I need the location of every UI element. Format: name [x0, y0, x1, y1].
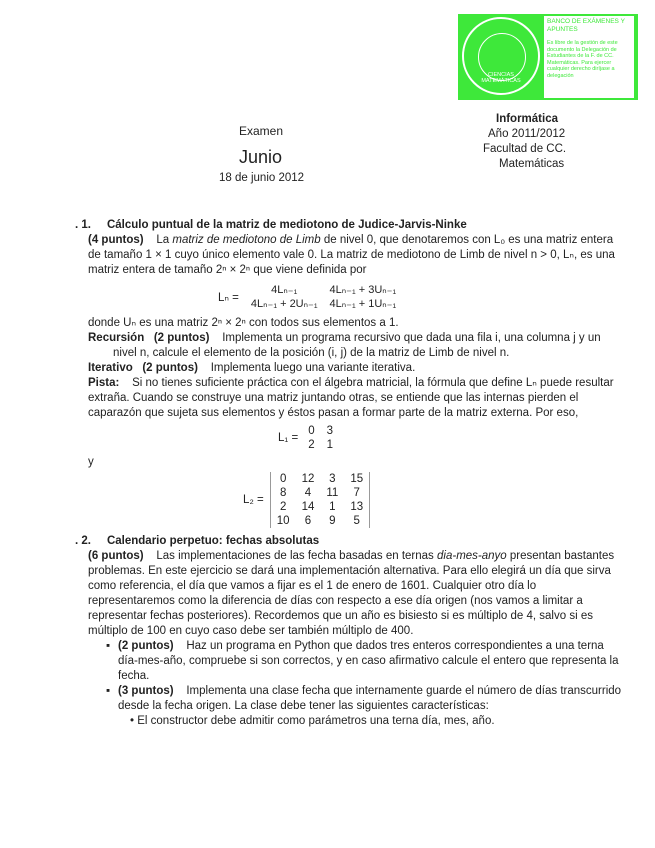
l1-lhs: L₁ =: [278, 432, 299, 444]
session: Junio: [239, 147, 283, 167]
exam-label: Examen: [239, 124, 284, 138]
q1-iterative: Iterativo (2 puntos) Implementa luego una variante iterativa.: [88, 362, 416, 374]
q2-item-2: ▪ (3 puntos) Implementa una clase fecha que internamente guarde el número de días transcurrido desde la fecha origen. La clase debe tener las siguientes características:: [106, 685, 622, 712]
l2-lhs: L₂ =: [243, 494, 264, 506]
l2-matrix: 0 12 3 15 8 4 11 7 2 14 1 13 10 6 9 5: [270, 472, 370, 528]
exam-date: 18 de junio 2012: [219, 172, 305, 184]
l1-row: [88, 424, 625, 452]
q2-item-1: ▪ (2 puntos) Haz un programa en Python que dados tres enteros correspondientes a una terna día-mes-año, compruebe si son correctos, y en caso afirmativo calcule el entero que representa la fecha.: [106, 640, 619, 682]
seal-icon: CIENCIAS MATEMÁTICAS: [462, 17, 540, 95]
year: Año 2011/2012: [488, 128, 566, 140]
stamp-logo: [458, 14, 638, 100]
q1-intro: (4 puntos) La matriz de mediotono de Limb de nivel 0, que denotaremos con L₀ es una matriz entera de tamaño 1 × 1 cuyo único elemento vale 0. La matriz de mediotono de Limb de nivel n > 0, Lₙ, es una matriz entera de tamaño 2ⁿ × 2ⁿ que viene definida por: [88, 234, 615, 276]
q2-intro: (6 puntos) Las implementaciones de las fecha basadas en ternas dia-mes-anyo presentan bastantes problemas. En este ejercicio se dará una implementación alternativa. Para ello elegirá un día que sirva como referencia, el día que vamos a fijar es el 1 de enero de 1601. Cualquier otro día lo representaremos como la diferencia de días con respecto a ese día origen (nos vamos a limitar a representar fechas posteriores). Recordemos que un año es bisiesto si es múltiplo de 4, salvo si es múltiplo de 100 en cuyo caso debe ser también múltiplo de 400.: [88, 550, 615, 637]
q2-heading: . 2. Calendario perpetuo: fechas absolutas: [75, 535, 320, 547]
exam-body: [75, 218, 625, 729]
q1-heading: . 1. Cálculo puntual de la matriz de mediotono de Judice-Jarvis-Ninke: [75, 219, 467, 231]
faculty: Facultad de CC.: [483, 143, 567, 155]
faculty-2: Matemáticas: [499, 158, 565, 170]
q1-hint: Pista: Si no tienes suficiente práctica con el álgebra matricial, la fórmula que define Lₙ puede resultar extraña. Cuando se construye una matriz juntando otras, se entiende que las internas pierden el caparazón que sujeta sus elementos y éstos pasan a formar parte de la matriz externa. Por eso,: [88, 377, 614, 419]
q1-formula-row: [88, 283, 625, 311]
stamp-text: [544, 16, 634, 98]
stamp-body: Es libre de la gestión de este documento la Delegación de Estudiantes de la F. de CC. Matemáticas. Para ejercer cualquier derecho diríjase a delegación: [547, 40, 618, 79]
q1-formula-lhs: Lₙ =: [218, 292, 239, 304]
l1-matrix: 0 3 2 1: [308, 425, 333, 451]
q1-recursion: Recursión (2 puntos) Implementa un programa recursivo que dada una fila i, una columna j y un nivel n, calcule el elemento de la posición (i, j) de la matriz de Limb de nivel n.: [88, 332, 601, 359]
q2-subitem: • El constructor debe admitir como parámetros una terna día, mes, año.: [130, 715, 495, 727]
y-text: y: [88, 456, 94, 468]
stamp-title: BANCO DE EXÁMENES Y APUNTES: [547, 18, 625, 33]
q1-donde: donde Uₙ es una matriz 2ⁿ × 2ⁿ con todos sus elementos a 1.: [88, 317, 399, 329]
q1-formula: 4Lₙ₋₁ 4Lₙ₋₁ + 3Uₙ₋₁ 4Lₙ₋₁ + 2Uₙ₋₁ 4Lₙ₋₁ + 1Uₙ₋₁: [250, 284, 397, 310]
subject: Informática: [496, 113, 558, 125]
l2-row: [88, 472, 625, 528]
